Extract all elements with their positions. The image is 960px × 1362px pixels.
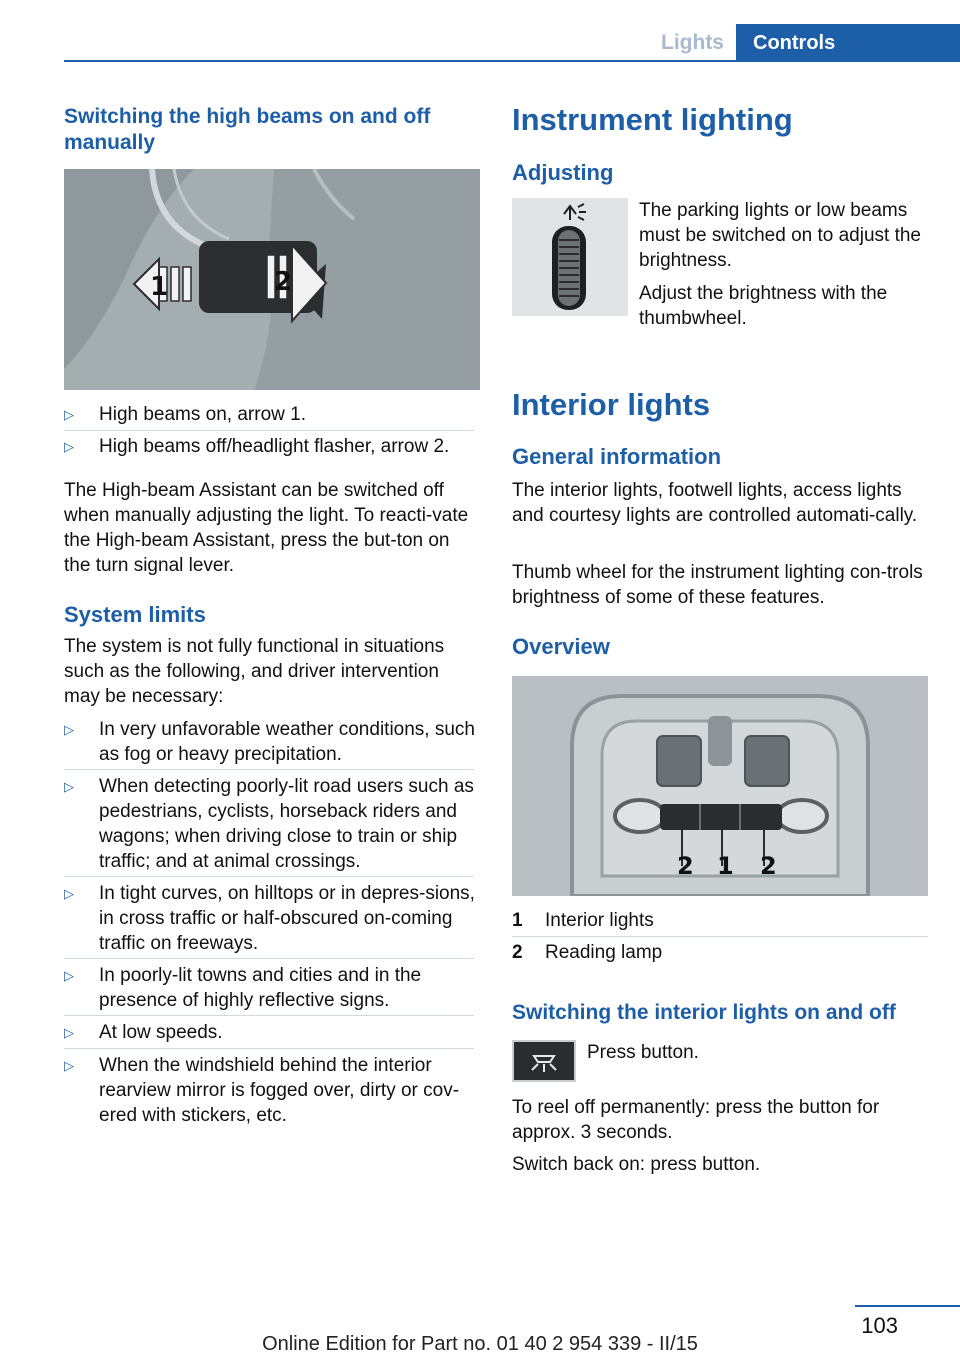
tab-controls: Controls: [736, 24, 960, 62]
overview-title: Overview: [512, 634, 610, 659]
high-beam-lever-figure: [64, 169, 480, 390]
legend-item: 2 Reading lamp: [512, 942, 663, 963]
switch-back-paragraph: Switch back on: press button.: [512, 1154, 761, 1175]
bullet-icon: ▷: [64, 1058, 74, 1073]
overview-label-right: 2: [760, 852, 777, 880]
bullet-icon: ▷: [64, 779, 74, 794]
interior-lights-figure: [512, 676, 928, 896]
page-number-rule: [855, 1305, 960, 1307]
legend-item: 1 Interior lights: [512, 910, 654, 931]
reel-off-paragraph: To reel off permanently: press the button for approx. 3 seconds.: [512, 1097, 880, 1143]
adjusting-title: Adjusting: [512, 160, 614, 185]
instrument-lighting-title: Instrument lighting: [512, 102, 793, 137]
adjusting-paragraph-1: The parking lights or low beams must be switched on to adjust the brightness.: [639, 200, 921, 271]
bullet-separator: [64, 1048, 474, 1049]
arrow-2-label: 2: [274, 267, 293, 297]
bullet-separator: [64, 430, 474, 431]
bullet-icon: ▷: [64, 1025, 74, 1040]
interior-lights-title: Interior lights: [512, 387, 711, 422]
bullet-high-beams-on: ▷ High beams on, arrow 1.: [64, 404, 306, 425]
high-beam-assistant-paragraph: The High-beam Assistant can be switched off when manually adjusting the light. To reacti-vate the High-beam Assistant, press the but-ton on the turn signal lever.: [64, 480, 469, 576]
limit-item: ▷ In very unfavorable weather conditions, such as fog or heavy precipitation.: [64, 719, 475, 765]
page-number: 103: [861, 1313, 898, 1338]
limit-item: ▷ At low speeds.: [64, 1022, 223, 1043]
bullet-icon: ▷: [64, 407, 74, 422]
system-limits-title: System limits: [64, 602, 206, 627]
high-beams-title: Switching the high beams on and off manually: [64, 105, 431, 154]
header-rule: [64, 60, 960, 62]
overview-label-left: 2: [677, 852, 694, 880]
bullet-separator: [64, 876, 474, 877]
general-information-title: General information: [512, 444, 722, 469]
arrow-1-label: 1: [150, 272, 169, 302]
thumbwheel-icon: [512, 198, 628, 316]
bullet-icon: ▷: [64, 722, 74, 737]
switching-interior-title: Switching the interior lights on and off: [512, 1001, 896, 1024]
interior-light-button-icon: [512, 1040, 576, 1082]
tab-lights: Lights: [661, 31, 724, 54]
overview-label-center: 1: [717, 852, 734, 880]
general-paragraph-1: The interior lights, footwell lights, access lights and courtesy lights are controlled automati-cally.: [512, 480, 918, 526]
limit-item: ▷ When the windshield behind the interior rearview mirror is fogged over, dirty or cov-ered with stickers, etc.: [64, 1055, 460, 1126]
footer-edition: Online Edition for Part no. 01 40 2 954 339 - II/15: [262, 1333, 698, 1355]
limit-item: ▷ When detecting poorly-lit road users such as pedestrians, cyclists, horseback riders and wagons; when driving close to train or ship traffic; and at animal crossings.: [64, 776, 474, 872]
bullet-high-beams-off: ▷ High beams off/headlight flasher, arrow 2.: [64, 436, 450, 457]
bullet-separator: [64, 958, 474, 959]
press-button-text: Press button.: [587, 1042, 699, 1063]
system-limits-intro: The system is not fully functional in situations such as the following, and driver intervention may be necessary:: [64, 636, 445, 707]
general-paragraph-2: Thumb wheel for the instrument lighting con-trols brightness of some of these features.: [512, 562, 923, 608]
bullet-separator: [64, 1015, 474, 1016]
limit-item: ▷ In poorly-lit towns and cities and in the presence of highly reflective signs.: [64, 965, 422, 1011]
legend-separator: [512, 936, 928, 937]
bullet-icon: ▷: [64, 439, 74, 454]
bullet-icon: ▷: [64, 968, 74, 983]
limit-item: ▷ In tight curves, on hilltops or in depres-sions, in cross traffic or half-obscured on-coming traffic on freeways.: [64, 883, 475, 954]
bullet-separator: [64, 769, 474, 770]
bullet-icon: ▷: [64, 886, 74, 901]
adjusting-paragraph-2: Adjust the brightness with the thumbwheel.: [639, 283, 888, 329]
